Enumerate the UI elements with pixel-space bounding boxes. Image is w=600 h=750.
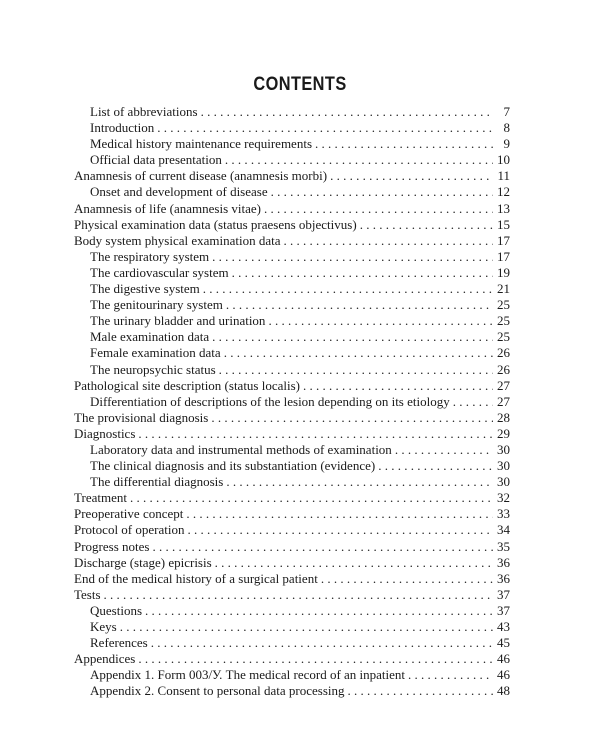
toc-entry — [74, 474, 510, 490]
toc-entry-title: Differentiation of descriptions of the lesion depending on its etiology — [90, 393, 450, 409]
toc-entry-page-number: 12 — [497, 184, 510, 200]
toc-entry — [74, 120, 510, 136]
toc-entry — [74, 136, 510, 152]
toc-entry-page-number: 43 — [497, 619, 510, 634]
toc-entry-title: Appendix 1. Form 003/У. The medical record of an inpatient — [90, 667, 406, 683]
dot-leader — [152, 539, 493, 555]
toc-entry-page-number: 34 — [497, 522, 510, 538]
toc-entry — [74, 329, 510, 345]
dot-leader — [203, 281, 493, 297]
toc-entry-page-number: 26 — [497, 345, 510, 361]
toc-entry-page-number: 26 — [497, 361, 510, 377]
toc-entry-title: Female examination data — [90, 345, 221, 361]
toc-entry-title: Anamnesis of life (anamnesis vitae) — [74, 200, 261, 216]
toc-entry-title: The urinary bladder and urination — [90, 313, 266, 329]
toc-entry — [74, 394, 510, 410]
toc-entry-title: Male examination data — [90, 329, 210, 345]
toc-entry-page-number: 27 — [497, 393, 510, 409]
toc-entry — [74, 233, 510, 249]
toc-entry-title: List of abbreviations — [90, 104, 198, 119]
toc-entry-page-number: 15 — [497, 216, 510, 232]
dot-leader — [211, 410, 493, 426]
toc-entry-title: The differential diagnosis — [90, 474, 224, 490]
toc-entry-title: End of the medical history of a surgical patient — [74, 570, 318, 586]
toc-entry — [74, 506, 510, 522]
dot-leader — [212, 329, 493, 345]
toc-entry-page-number: 10 — [497, 152, 510, 168]
dot-leader — [226, 474, 493, 490]
toc-entry — [74, 635, 510, 651]
toc-entry-title: Anamnesis of current disease (anamnesis morbi) — [74, 168, 328, 184]
toc-entry-page-number: 17 — [497, 248, 510, 264]
toc-entry-page-number: 36 — [497, 554, 510, 570]
toc-entry — [74, 522, 510, 538]
toc-entry-title: Pathological site description (status localis) — [74, 377, 301, 393]
toc-entry-page-number: 37 — [497, 586, 510, 602]
dot-leader — [120, 619, 493, 635]
toc-entry-title: Treatment — [74, 490, 127, 506]
toc-entry-title: Physical examination data (status praesens objectivus) — [74, 216, 357, 232]
dot-leader — [151, 635, 493, 651]
dot-leader — [224, 345, 493, 361]
toc-entry — [74, 184, 510, 200]
dot-leader — [226, 297, 493, 313]
toc-entry-title: References — [90, 635, 148, 651]
toc-entry-page-number: 25 — [497, 297, 510, 313]
dot-leader — [330, 168, 493, 184]
toc-entry-page-number: 45 — [497, 635, 510, 651]
toc-entry-title: Introduction — [90, 120, 155, 136]
dot-leader — [186, 506, 493, 522]
toc-entry-title: Diagnostics — [74, 425, 136, 441]
toc-entry — [74, 265, 510, 281]
dot-leader — [157, 120, 493, 136]
toc-entry-page-number: 37 — [497, 602, 510, 618]
toc-entry — [74, 410, 510, 426]
dot-leader — [395, 442, 493, 458]
dot-leader — [138, 651, 493, 667]
dot-leader — [453, 394, 493, 410]
toc-entry — [74, 426, 510, 442]
toc-entry-title: Appendices — [74, 651, 136, 667]
toc-entry-page-number: 33 — [497, 506, 510, 522]
toc-entry — [74, 362, 510, 378]
toc-entry-title: Questions — [90, 602, 142, 618]
toc-entry-title: Laboratory data and instrumental methods of examination — [90, 441, 392, 457]
dot-leader — [360, 217, 493, 233]
toc-entry-page-number: 8 — [503, 120, 510, 136]
toc-entry — [74, 619, 510, 635]
toc-entry — [74, 683, 510, 699]
toc-entry-title: The neuropsychic status — [90, 361, 216, 377]
dot-leader — [348, 683, 493, 699]
toc-entry-title: The clinical diagnosis and its substantiation (evidence) — [90, 458, 376, 474]
toc-entry-title: Protocol of operation — [74, 522, 185, 538]
toc-entry-title: The provisional diagnosis — [74, 409, 209, 425]
table-of-contents — [74, 104, 510, 699]
toc-entry — [74, 297, 510, 313]
toc-entry — [74, 651, 510, 667]
toc-entry-page-number: 46 — [497, 651, 510, 667]
toc-entry-title: The cardiovascular system — [90, 264, 229, 280]
toc-entry — [74, 442, 510, 458]
toc-entry-title: Onset and development of disease — [90, 184, 268, 200]
toc-entry — [74, 201, 510, 217]
toc-entry — [74, 104, 510, 120]
dot-leader — [104, 587, 493, 603]
toc-entry — [74, 249, 510, 265]
toc-entry-title: Progress notes — [74, 538, 150, 554]
toc-entry-page-number: 7 — [503, 104, 510, 119]
dot-leader — [232, 265, 493, 281]
toc-entry-title: Keys — [90, 619, 117, 634]
toc-entry-page-number: 32 — [497, 490, 510, 506]
dot-leader — [219, 362, 493, 378]
dot-leader — [378, 458, 493, 474]
toc-entry-title: The digestive system — [90, 281, 200, 297]
dot-leader — [138, 426, 493, 442]
toc-entry — [74, 587, 510, 603]
toc-entry-page-number: 28 — [497, 409, 510, 425]
dot-leader — [187, 522, 493, 538]
toc-entry-title: Body system physical examination data — [74, 232, 281, 248]
toc-entry-page-number: 9 — [503, 136, 510, 152]
toc-entry-page-number: 29 — [497, 425, 510, 441]
toc-entry-title: Medical history maintenance requirements — [90, 136, 313, 152]
toc-entry-title: Discharge (stage) epicrisis — [74, 554, 212, 570]
dot-leader — [212, 249, 493, 265]
dot-leader — [130, 490, 493, 506]
toc-entry-title: Tests — [74, 586, 101, 602]
dot-leader — [215, 555, 493, 571]
toc-entry-page-number: 25 — [497, 329, 510, 345]
toc-entry — [74, 458, 510, 474]
toc-entry-page-number: 30 — [497, 441, 510, 457]
toc-entry-page-number: 30 — [497, 474, 510, 490]
toc-entry — [74, 281, 510, 297]
dot-leader — [271, 184, 493, 200]
dot-leader — [225, 152, 493, 168]
toc-entry — [74, 345, 510, 361]
toc-entry — [74, 539, 510, 555]
toc-entry-page-number: 36 — [497, 570, 510, 586]
page-title: CONTENTS — [253, 74, 347, 95]
dot-leader — [201, 104, 493, 120]
toc-entry — [74, 603, 510, 619]
toc-entry-page-number: 21 — [497, 281, 510, 297]
dot-leader — [321, 571, 493, 587]
dot-leader — [315, 136, 493, 152]
toc-entry — [74, 667, 510, 683]
dot-leader — [264, 201, 493, 217]
toc-entry-page-number: 19 — [497, 264, 510, 280]
toc-entry-page-number: 13 — [497, 200, 510, 216]
toc-entry-page-number: 17 — [497, 232, 510, 248]
toc-entry-page-number: 30 — [497, 458, 510, 474]
toc-entry — [74, 217, 510, 233]
toc-entry-page-number: 27 — [497, 377, 510, 393]
toc-entry-page-number: 25 — [497, 313, 510, 329]
dot-leader — [145, 603, 493, 619]
toc-entry-title: The genitourinary system — [90, 297, 223, 313]
dot-leader — [303, 378, 493, 394]
toc-entry — [74, 313, 510, 329]
toc-entry-page-number: 11 — [497, 168, 510, 184]
dot-leader — [408, 667, 493, 683]
toc-entry-title: Appendix 2. Consent to personal data processing — [90, 683, 345, 699]
dot-leader — [284, 233, 493, 249]
toc-entry — [74, 168, 510, 184]
toc-entry — [74, 571, 510, 587]
toc-entry-page-number: 46 — [497, 667, 510, 683]
dot-leader — [268, 313, 493, 329]
toc-entry — [74, 152, 510, 168]
toc-entry-page-number: 35 — [497, 538, 510, 554]
toc-entry — [74, 490, 510, 506]
toc-entry-page-number: 48 — [497, 683, 510, 699]
toc-entry-title: Official data presentation — [90, 152, 222, 168]
toc-entry — [74, 555, 510, 571]
toc-entry-title: Preoperative concept — [74, 506, 184, 522]
toc-entry — [74, 378, 510, 394]
toc-entry-title: The respiratory system — [90, 248, 210, 264]
